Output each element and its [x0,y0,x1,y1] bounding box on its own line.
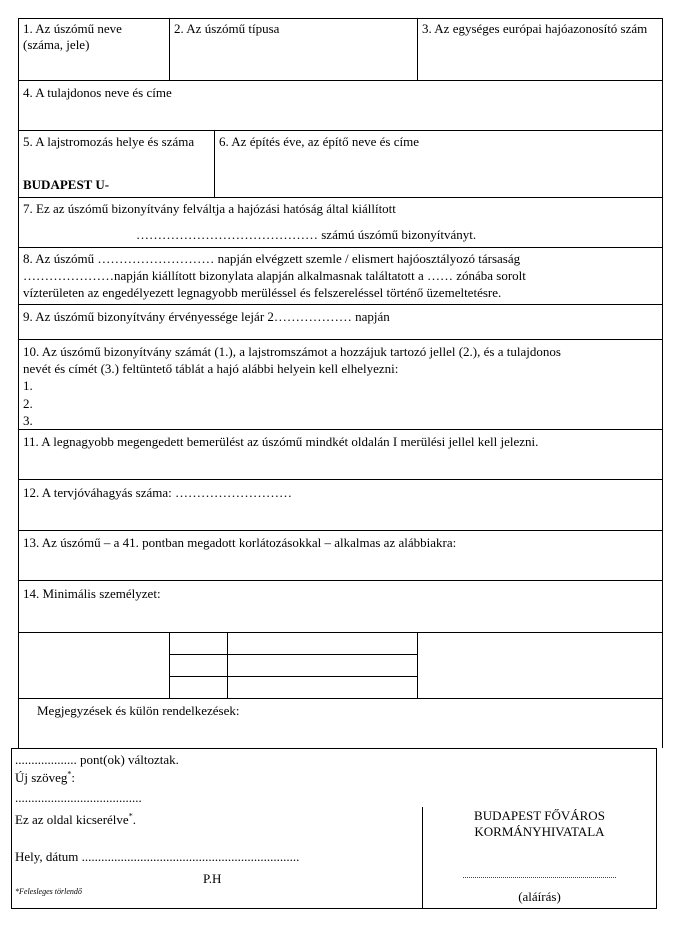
new-text-asterisk: * [67,769,72,779]
row-line [18,247,663,248]
row-line [18,130,663,131]
field-10-item3: 3. [23,413,33,428]
new-text-dots: ....................................... [15,790,142,805]
field-9-label: 9. Az úszómű bizonyítvány érvényessége lejár 2……………… napján [23,309,390,324]
field-5-value: BUDAPEST U- [23,177,110,192]
field-7-line2: …………………………………… számú úszómű bizonyítványt. [136,227,477,242]
remarks-label: Megjegyzések és külön rendelkezések: [37,703,240,718]
row-line [18,698,663,699]
replaced-text: Ez az oldal kicserélve [15,812,129,827]
field-1-label: 1. Az úszómű neve (száma, jele) [23,21,122,53]
footnote-asterisk: * [15,887,19,896]
authority-line2: KORMÁNYHIVATALA [474,824,605,840]
new-text-word: Új szöveg [15,770,68,785]
footer-border-top [11,748,657,749]
footnote [15,887,82,897]
row-line [18,429,663,430]
row-line [18,197,663,198]
signature-label: (aláírás) [518,889,561,904]
replaced-asterisk: * [128,811,133,821]
authority-line1: BUDAPEST FŐVÁROS [474,808,605,823]
field-13-label: 13. Az úszómű – a 41. pontban megadott korlátozásokkal – alkalmas az alábbiakra: [23,535,457,550]
row-line [18,479,663,480]
col-line [169,632,170,698]
new-text-label [15,770,75,786]
col-line [169,18,170,80]
field-3-label: 3. Az egységes európai hajóazonosító szám [422,21,648,36]
replaced-dot: . [132,812,136,827]
col-line [417,632,418,698]
field-4-label: 4. A tulajdonos neve és címe [23,85,172,100]
field-7-line1: 7. Ez az úszómű bizonyítvány felváltja a hajózási hatóság által kiállított [23,201,396,216]
ph-stamp-label: P.H [203,871,222,886]
footer-border-bottom [11,908,657,909]
field-8-line2: …………………napján kiállított bizonylata alapján alkalmasnak találtatott a …… zónába sorolt [23,268,526,283]
field-8-line1: 8. Az úszómű ……………………… napján elvégzett szemle / elismert hajóosztályozó társaság [23,251,521,266]
row-line [169,676,417,677]
footer-border-right [656,748,657,909]
form-border-top [18,18,663,19]
field-14-label: 14. Minimális személyzet: [23,586,161,601]
signature-dots: ............................................................................. [462,871,617,880]
col-line [214,130,215,197]
footnote-text: Felesleges törlendő [19,887,82,896]
row-line [18,632,663,633]
row-line [18,580,663,581]
field-2-label: 2. Az úszómű típusa [174,21,280,36]
replaced-label [15,812,136,828]
form-border-right [662,18,663,748]
row-line [18,339,663,340]
field-8-line3: vízterületen az engedélyezett legnagyobb merüléssel és felszereléssel történő üzemeltetésre. [23,285,502,300]
field-10-line1: 10. Az úszómű bizonyítvány számát (1.), a lajstromszámot a hozzájuk tartozó jellel (2.), és a tulajdonos [23,344,561,359]
field-11-label: 11. A legnagyobb megengedett bemerülést az úszómű mindkét oldalán I merülési jellel kell jelezni. [23,434,539,449]
field-10-line2: nevét és címét (3.) feltüntető táblát a hajó alábbi helyein kell elhelyezni: [23,361,399,376]
place-date-line: Hely, dátum ................................................................... [15,849,300,864]
field-6-label: 6. Az építés éve, az építő neve és címe [219,134,419,149]
row-line [18,530,663,531]
row-line [18,80,663,81]
footer-border-left [11,748,12,909]
changed-points: ................... pont(ok) változtak. [15,752,179,767]
field-10-item2: 2. [23,396,33,411]
form-border-left [18,18,19,748]
row-line [18,304,663,305]
field-12-label: 12. A tervjóváhagyás száma: ……………………… [23,485,292,500]
col-line [417,18,418,80]
new-text-colon: : [71,770,75,785]
field-10-item1: 1. [23,378,33,393]
field-5-label: 5. A lajstromozás helye és száma [23,134,195,149]
row-line [169,654,417,655]
authority-block [423,808,656,841]
col-line [227,632,228,698]
